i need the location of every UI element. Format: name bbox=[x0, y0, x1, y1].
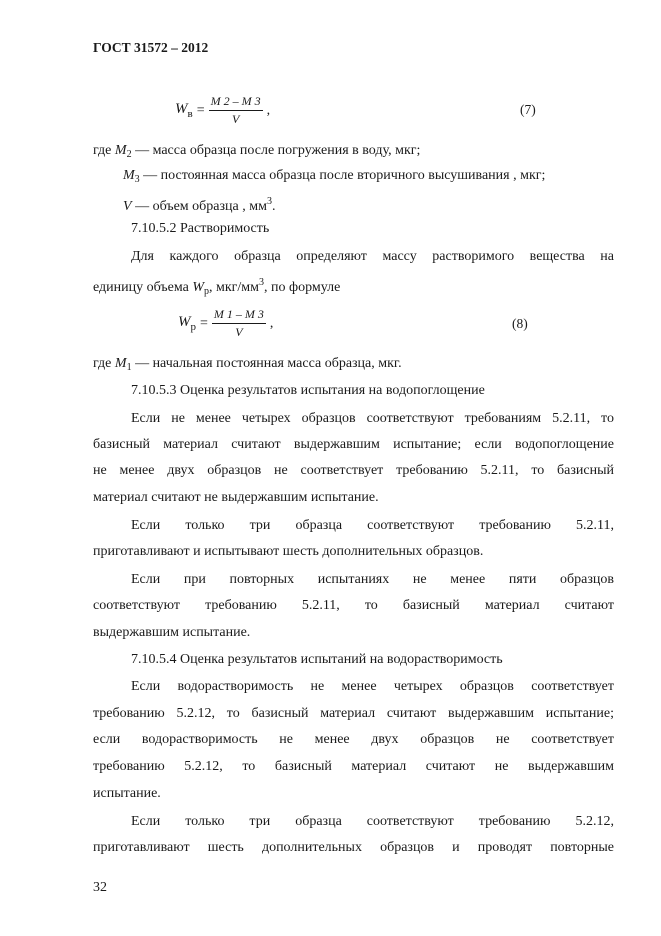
text-line: $M_3$ — постоянная масса образца после вторичного высушивания , мкг; bbox=[123, 168, 546, 185]
text-line: выдержавшим испытание. bbox=[93, 625, 251, 640]
formula-7-denominator: V bbox=[231, 112, 240, 126]
formula-8-fraction bbox=[212, 307, 266, 340]
text-line: материал считают не выдержавшим испытание. bbox=[93, 490, 379, 505]
text-line: Если только три образца соответствуют требованию 5.2.12, bbox=[131, 814, 614, 829]
formula-8-number: (8) bbox=[512, 316, 528, 331]
section-heading: 7.10.5.2 Растворимость bbox=[131, 221, 270, 236]
text-line: требованию 5.2.12, то базисный материал считают не выдержавшим bbox=[93, 759, 614, 774]
text-line: V — объем образца , $мм^3$. bbox=[123, 196, 276, 214]
text-line: приготавливают и испытывают шесть дополнительных образцов. bbox=[93, 544, 484, 559]
section-heading: 7.10.5.4 Оценка результатов испытаний на водорастворимость bbox=[131, 652, 503, 667]
text-line: Если при повторных испытаниях не менее пяти образцов bbox=[131, 572, 614, 587]
text-line: требованию 5.2.12, то базисный материал считают выдержавшим испытание; bbox=[93, 706, 614, 721]
formula-7-number: (7) bbox=[520, 102, 536, 117]
text-line: Если только три образца соответствуют требованию 5.2.11, bbox=[131, 518, 614, 533]
page-number: 32 bbox=[93, 880, 107, 895]
text-line: если водорастворимость не менее двух образцов не соответствует bbox=[93, 732, 614, 747]
formula-8: $W_p$ = $\frac{M 1 - M 3}{V}$ , bbox=[178, 307, 274, 339]
text-line: Для каждого образца определяют массу растворимого вещества на bbox=[131, 249, 614, 264]
formula-7: $W_в$ = $\frac{M 2 - M 3}{V}$ , bbox=[175, 94, 271, 126]
formula-8-lhs: $W_p$ bbox=[178, 314, 196, 333]
text-line: где $M_1$ — начальная постоянная масса образца, мкг. bbox=[93, 356, 402, 373]
formula-8-numerator: M 1 – M 3 bbox=[212, 307, 266, 324]
document-header: ГОСТ 31572 – 2012 bbox=[93, 40, 209, 55]
text-line: Если водорастворимость не менее четырех образцов соответствует bbox=[131, 679, 614, 694]
text-line: где $M_2$ — масса образца после погружения в воду, мкг; bbox=[93, 143, 421, 160]
formula-7-fraction bbox=[209, 94, 263, 127]
section-heading: 7.10.5.3 Оценка результатов испытания на водопоглощение bbox=[131, 383, 485, 398]
formula-8-denominator: V bbox=[235, 325, 243, 339]
text-line: приготавливают шесть дополнительных образцов и проводят повторные bbox=[93, 840, 614, 855]
text-line: единицу объема $W_p$, мкг/$мм^3$, по формуле bbox=[93, 277, 341, 297]
text-line: испытание. bbox=[93, 786, 161, 801]
text-line: не менее двух образцов не соответствует требованию 5.2.11, то базисный bbox=[93, 463, 614, 478]
text-line: соответствуют требованию 5.2.11, то базисный материал считают bbox=[93, 598, 614, 613]
text-line: базисный материал считают выдержавшим испытание; если водопоглощение bbox=[93, 437, 614, 452]
text-line: Если не менее четырех образцов соответствуют требованиям 5.2.11, то bbox=[131, 411, 614, 426]
formula-7-lhs: $W_в$ bbox=[175, 101, 193, 120]
formula-7-numerator: M 2 – M 3 bbox=[209, 94, 263, 111]
